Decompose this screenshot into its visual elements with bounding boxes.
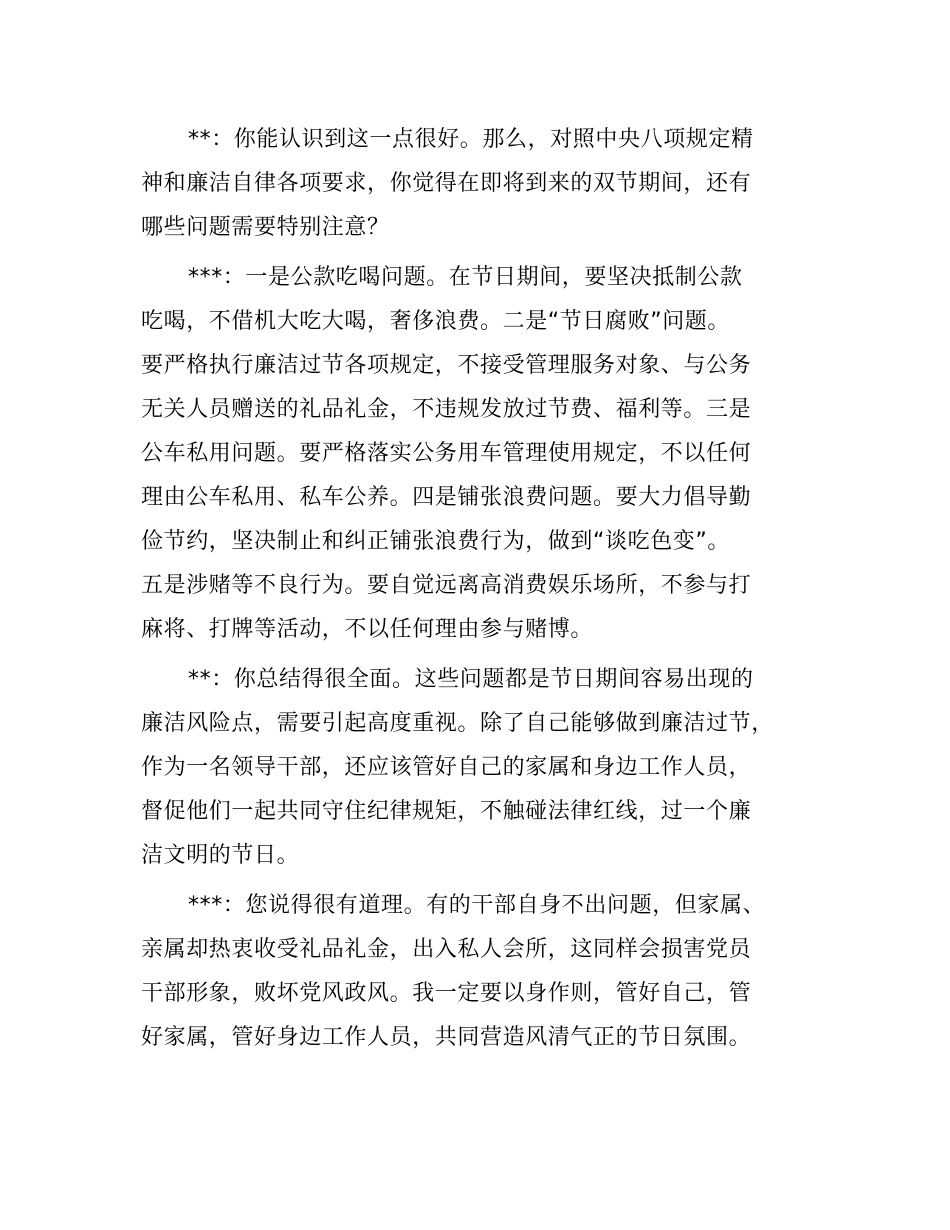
- text-line: 无关人员赠送的礼品礼金，不违规发放过节费、福利等。三是: [141, 397, 752, 422]
- text-line: 亲属却热衷收受礼品礼金，出入私人会所，这同样会损害党员: [141, 937, 752, 962]
- paragraph-answer-2: [141, 888, 831, 1064]
- text-line: 好家属，管好身边工作人员，共同营造风清气正的节日氛围。: [141, 1025, 752, 1050]
- document-body: [141, 122, 831, 1070]
- text-line: 作为一名领导干部，还应该管好自己的家属和身边工作人员，: [141, 755, 752, 780]
- text-line: 吃喝，不借机大吃大喝，奢侈浪费。二是“节日腐败”问题。: [141, 309, 730, 334]
- paragraph-question-1: [141, 122, 831, 254]
- text-line: ***：一是公款吃喝问题。在节日期间，要坚决抵制公款: [188, 265, 743, 290]
- text-line: 五是涉赌等不良行为。要自觉远离高消费娱乐场所，不参与打: [141, 573, 752, 598]
- text-line: 廉洁风险点，需要引起高度重视。除了自己能够做到廉洁过节，: [141, 711, 774, 736]
- text-line: 理由公车私用、私车公养。四是铺张浪费问题。要大力倡导勤: [141, 485, 752, 510]
- text-line: 麻将、打牌等活动，不以任何理由参与赌博。: [141, 617, 594, 642]
- text-line: **：你总结得很全面。这些问题都是节日期间容易出现的: [188, 667, 754, 692]
- paragraph-question-2: [141, 662, 831, 882]
- text-line: 神和廉洁自律各项要求，你觉得在即将到来的双节期间，还有: [141, 171, 752, 196]
- text-line: **：你能认识到这一点很好。那么，对照中央八项规定精: [188, 127, 754, 152]
- text-line: 督促他们一起共同守住纪律规矩，不触碰法律红线，过一个廉: [141, 799, 752, 824]
- paragraph-answer-1: [141, 260, 831, 656]
- text-line: 洁文明的节日。: [141, 843, 300, 868]
- text-line: 哪些问题需要特别注意？: [141, 215, 390, 240]
- text-line: 要严格执行廉洁过节各项规定，不接受管理服务对象、与公务: [141, 353, 752, 378]
- text-line: 公车私用问题。要严格落实公务用车管理使用规定，不以任何: [141, 441, 752, 466]
- text-line: ***：您说得很有道理。有的干部自身不出问题，但家属、: [188, 893, 766, 918]
- text-line: 干部形象，败坏党风政风。我一定要以身作则，管好自己，管: [141, 981, 752, 1006]
- text-line: 俭节约，坚决制止和纠正铺张浪费行为，做到“谈吃色变”。: [141, 529, 730, 554]
